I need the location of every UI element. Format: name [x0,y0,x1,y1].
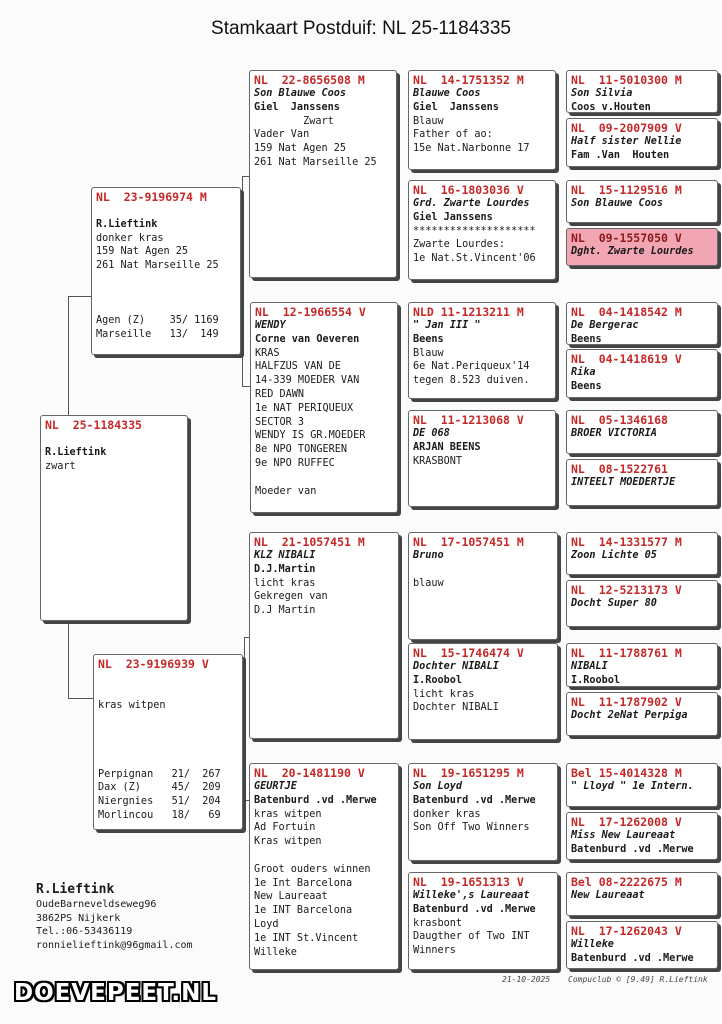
pedigree-card [566,692,718,736]
card-line: Morlincou 18/ 69 [98,809,221,821]
pedigree-card [566,70,718,113]
card-line: Groot ouders winnen [254,863,371,875]
card-line: Beens [571,380,602,392]
card-line: 1e Int Barcelona [254,877,353,889]
card-line: Willeke [571,939,614,950]
card-line: KLZ NIBALI [254,550,316,561]
card-line: Father of ao: [413,129,493,141]
card-line: Bruno [413,550,444,561]
card-line: licht kras [254,577,316,589]
card-line: Kras witpen [254,836,322,848]
card-line: 261 Nat Marseille 25 [96,260,219,272]
card-line: Zoon Lichte 05 [571,550,657,561]
pedigree-card [250,302,398,513]
card-line [413,563,553,577]
ring-number: NL 08-1522761 [571,462,668,476]
owner-block [36,882,193,952]
card-line: DE 068 [413,428,450,439]
card-line: GEURTJE [254,781,297,792]
card-line: Son Off Two Winners [413,822,530,834]
card-line [254,849,394,863]
card-line: kras witpen [98,699,166,711]
card-line: Blauw [413,115,444,127]
card-line: Son Loyd [413,781,463,792]
card-line: 159 Nat Agen 25 [96,246,189,258]
card-line: kras witpen [254,808,322,820]
pedigree-card [408,872,558,970]
pedigree-card [408,70,556,170]
card-line: 1e NAT PERIQUEUX [255,402,354,414]
card-line: " Lloyd " 1e Intern. [571,781,694,792]
pedigree-card [408,643,558,740]
footer-date: 21-10-2025 [502,975,551,984]
ring-number: NL 11-1788761 M [571,646,682,660]
ring-number: NL 09-2007909 V [571,121,682,135]
card-line: BROER VICTORIA [571,428,657,439]
card-line: Son Silvia [571,88,633,99]
card-line: KRAS [255,347,280,359]
card-line: 261 Nat Marseille 25 [254,156,377,168]
card-line: Batenburd .vd .Merwe [413,794,536,806]
card-line: donker kras [413,808,481,820]
card-line: Batenburd .vd .Merwe [254,794,377,806]
card-line: tegen 8.523 duiven. [413,375,530,387]
pedigree-card [408,302,556,399]
pedigree-card [40,415,188,621]
owner-city: 3862PS Nijkerk [36,912,121,924]
card-line: D.J.Martin [254,563,316,575]
ring-number: NL 25-1184335 [45,418,142,432]
card-line: 1e INT St.Vincent [254,932,359,944]
ring-number: Bel 08-2222675 M [571,875,682,889]
connector-line [244,637,245,800]
card-line: 159 Nat Agen 25 [254,143,347,155]
card-line: Rika [571,367,596,378]
ring-number: NL 11-1213068 V [413,413,524,427]
pedigree-card [566,180,718,223]
card-line: WENDY [255,320,286,331]
card-line: 1e Nat.St.Vincent'06 [413,253,536,265]
card-line [96,273,236,287]
pedigree-card [93,654,243,830]
pedigree-card [566,459,718,506]
connector-line [68,698,94,699]
card-line [98,712,238,726]
card-line: licht kras [413,688,475,700]
card-line: Batenburd .vd .Merwe [571,952,694,964]
card-line: 15e Nat.Narbonne 17 [413,143,530,155]
pedigree-card [566,118,718,167]
ring-number: NL 11-5010300 M [571,73,682,87]
owner-phone: Tel.:06-53436119 [36,926,133,937]
ring-number: NL 09-1557050 V [571,231,682,245]
ring-number: NLD 11-1213211 M [413,305,524,319]
owner-email: ronnielieftink@96gmail.com [36,939,193,951]
ring-number: NL 17-1262008 V [571,815,682,829]
card-line: krasbont [413,917,463,929]
card-line [45,432,183,446]
card-line: 6e Nat.Periqueux'14 [413,361,530,373]
pedigree-card [408,763,558,861]
card-line: Daugther of Two INT [413,931,530,943]
ring-number: NL 23-9196939 V [98,657,209,671]
card-line: Miss New Laureaat [571,830,676,841]
pedigree-card [566,228,718,266]
ring-number: NL 04-1418542 M [571,305,682,319]
card-line: Winners [413,945,456,957]
card-line: Fam .Van Houten [571,149,670,161]
owner-name: R.Lieftink [36,882,115,897]
ring-number: NL 14-1751352 M [413,73,524,87]
ring-number: NL 17-1262043 V [571,924,682,938]
ring-number: NL 23-9196974 M [96,190,207,204]
page-title: Stamkaart Postduif: NL 25-1184335 [211,18,511,39]
card-line: Marseille 13/ 149 [96,329,219,341]
card-line [96,204,236,218]
card-line: Docht Super 80 [571,598,657,609]
pedigree-card [249,763,399,970]
card-line [255,471,393,485]
card-line: SECTOR 3 [255,416,305,428]
pedigree-card [249,70,397,278]
card-line: Ad Fortuin [254,822,316,834]
pedigree-card [566,643,718,687]
card-line: 9e NPO RUFFEC [255,457,335,469]
ring-number: NL 12-5213173 V [571,583,682,597]
card-line: 1e INT Barcelona [254,905,353,917]
card-line: Beens [413,333,444,345]
card-line: Giel Janssens [254,101,340,113]
pedigree-card [566,763,718,807]
card-line: Son Blauwe Coos [254,88,347,99]
footer-software: Compuclub © [9.49] R.Lieftink [568,975,708,984]
ring-number: NL 12-1966554 V [255,305,366,319]
card-line: I.Roobol [413,674,463,686]
card-line: Dax (Z) 45/ 209 [98,782,221,794]
card-line: Perpignan 21/ 267 [98,768,221,780]
card-line: Willeke',s Laureaat [413,890,530,901]
pedigree-card [566,532,718,575]
card-line: Son Blauwe Coos [571,198,664,209]
connector-line [68,296,92,297]
card-line: Agen (Z) 35/ 1169 [96,315,219,327]
card-line: Dochter NIBALI [413,661,499,672]
ring-number: NL 15-1129516 M [571,183,682,197]
pedigree-card [566,302,718,345]
card-line: " Jan III " [413,320,481,331]
card-line [98,754,238,768]
card-line: ARJAN BEENS [413,441,481,453]
card-line: blauw [413,577,444,589]
card-line: ******************** [413,225,536,237]
watermark-logo: DOEVEPEET.NL [14,980,217,1006]
card-line: Beens [571,333,602,345]
card-line: Moeder van [255,485,317,497]
ring-number: NL 16-1803036 V [413,183,524,197]
card-line: D.J Martin [254,605,316,617]
card-line: INTEELT MOEDERTJE [571,477,676,488]
card-line: Blauw [413,347,444,359]
pedigree-card [566,349,718,398]
ring-number: NL 14-1331577 M [571,535,682,549]
ring-number: NL 17-1057451 M [413,535,524,549]
card-line: Gekregen van [254,591,328,603]
ring-number: NL 19-1651313 V [413,875,524,889]
pedigree-card [566,921,718,969]
card-line: RED DAWN [255,388,305,400]
pedigree-card [566,812,718,860]
card-line: Half sister Nellie [571,136,682,147]
card-line [98,740,238,754]
card-line: Zwarte Lourdes: [413,239,506,251]
card-line: Grd. Zwarte Lourdes [413,198,530,209]
pedigree-card [566,410,718,454]
card-line: I.Roobol [571,674,621,686]
card-line: New Laureaat [254,891,328,903]
card-line: Coos v.Houten [571,101,651,113]
card-line: Willeke [254,946,297,958]
card-line: New Laureaat [571,890,645,901]
card-line: KRASBONT [413,455,463,467]
owner-address: OudeBarneveldseweg96 [36,899,157,910]
card-line: WENDY IS GR.MOEDER [255,430,366,442]
ring-number: NL 11-1787902 V [571,695,682,709]
ring-number: NL 15-1746474 V [413,646,524,660]
pedigree-card [249,532,399,739]
card-line: Niergnies 51/ 204 [98,796,221,808]
card-line: 14-339 MOEDER VAN [255,375,360,387]
card-line: Batenburd .vd .Merwe [413,903,536,915]
card-line: NIBALI [571,661,608,672]
connector-line [242,176,243,386]
card-line: Loyd [254,918,279,930]
card-line: Docht 2eNat Perpiga [571,710,688,721]
pedigree-card [566,580,718,627]
pedigree-card [566,872,718,916]
ring-number: NL 22-8656508 M [254,73,365,87]
card-line: Dochter NIBALI [413,702,499,714]
ring-number: Bel 15-4014328 M [571,766,682,780]
card-line: R.Lieftink [96,218,158,230]
card-line [98,726,238,740]
ring-number: NL 19-1651295 M [413,766,524,780]
card-line: Dght. Zwarte Lourdes [571,246,694,257]
card-line [96,301,236,315]
ring-number: NL 04-1418619 V [571,352,682,366]
card-line: donker kras [96,232,164,244]
ring-number: NL 20-1481190 V [254,766,365,780]
card-line: Giel Janssens [413,101,499,113]
card-line: 8e NPO TONGEREN [255,444,348,456]
pedigree-card [408,180,556,280]
card-line: HALFZUS VAN DE [255,361,341,373]
card-line: De Bergerac [571,320,639,331]
card-line: zwart [45,460,76,472]
card-line: Vader Van [254,129,310,141]
card-line: Blauwe Coos [413,88,481,99]
card-line [98,685,238,699]
card-line: R.Lieftink [45,446,107,458]
card-line [96,287,236,301]
card-line: Giel Janssens [413,211,493,223]
card-line: Corne van Oeveren [255,333,360,345]
card-line [98,671,238,685]
card-line: Batenburd .vd .Merwe [571,843,694,855]
ring-number: NL 05-1346168 [571,413,668,427]
pedigree-card [408,410,556,507]
ring-number: NL 21-1057451 M [254,535,365,549]
connector-line [242,386,250,387]
pedigree-card [408,532,558,640]
card-line: Zwart [254,115,334,127]
pedigree-card [91,187,241,355]
